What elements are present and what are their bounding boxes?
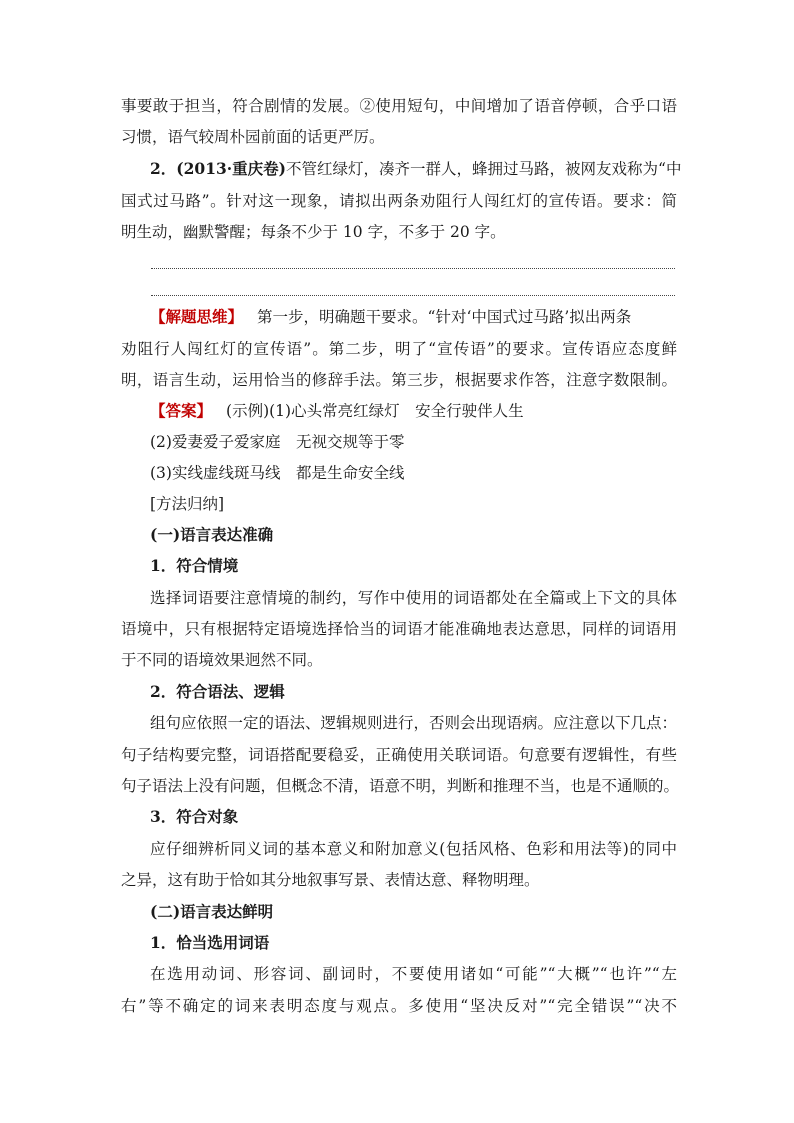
paragraph-line: 句子语法上没有问题，但概念不清，语意不明，判断和推理不当，也是不通顺的。: [121, 777, 680, 795]
question-number: 2．: [150, 159, 177, 178]
answer-tag: 【答案】: [150, 401, 213, 420]
answer-blank-line: [151, 268, 675, 269]
subsection-heading: 2．符合语法、逻辑: [150, 682, 285, 701]
question-text: 不管红绿灯，凑齐一群人，蜂拥过马路，被网友戏称为“中: [286, 160, 682, 178]
paragraph-line: 在选用动词、形容词、副词时，不要使用诸如“可能”“大概”“也许”“左: [150, 965, 677, 983]
answer-item: (3)实线虚线斑马线 都是生命安全线: [150, 464, 405, 482]
paragraph-line: 组句应依照一定的语法、逻辑规则进行，否则会出现语病。应注意以下几点：: [150, 714, 678, 732]
section-heading: (一)语言表达准确: [150, 525, 274, 544]
method-summary-heading: [方法归纳]: [150, 495, 225, 513]
paragraph-line: 劝阻行人闯红灯的宣传语”。第二步，明了“宣传语”的要求。宣传语应态度鲜: [121, 340, 677, 358]
paragraph-line: 右”等不确定的词来表明态度与观点。多使用“坚决反对”“完全错误”“决不: [121, 997, 677, 1015]
question-line: [150, 159, 682, 179]
subsection-heading: 1．符合情境: [150, 556, 239, 575]
answer-text: (示例)(1)心头常亮红绿灯 安全行驶伴人生: [226, 402, 524, 420]
paragraph-line: 语境中，只有根据特定语境选择恰当的词语才能准确地表达意思，同样的词语用: [121, 620, 677, 638]
subsection-heading: 3．符合对象: [150, 807, 239, 826]
question-source: (2013·重庆卷): [176, 159, 287, 178]
subsection-heading: 1．恰当选用词语: [150, 933, 270, 952]
answer-line: [150, 401, 677, 421]
paragraph-line: 明生动，幽默警醒；每条不少于 10 字，不多于 20 字。: [121, 223, 506, 241]
analysis-line: [150, 307, 677, 327]
paragraph-line: 习惯，语气较周朴园前面的话更严厉。: [121, 128, 385, 146]
section-heading: (二)语言表达鲜明: [150, 902, 274, 921]
paragraph-line: 句子结构要完整，词语搭配要稳妥，正确使用关联词语。句意要有逻辑性，有些: [121, 746, 677, 764]
analysis-text: 第一步，明确题干要求。“针对‘中国式过马路’拟出两条: [257, 308, 632, 326]
paragraph-line: 明，语言生动，运用恰当的修辞手法。第三步，根据要求作答，注意字数限制。: [121, 371, 677, 389]
answer-blank-line: [151, 295, 675, 296]
analysis-tag: 【解题思维】: [150, 307, 244, 326]
answer-item: (2)爱妻爱子爱家庭 无视交规等于零: [150, 433, 405, 451]
paragraph-line: 国式过马路”。针对这一现象，请拟出两条劝阻行人闯红灯的宣传语。要求：简: [121, 192, 677, 210]
paragraph-line: 于不同的语境效果迥然不同。: [121, 651, 323, 669]
paragraph-line: 事要敢于担当，符合剧情的发展。②使用短句，中间增加了语音停顿，合乎口语: [121, 97, 677, 115]
paragraph-line: 选择词语要注意情境的制约，写作中使用的词语都处在全篇或上下文的具体: [150, 589, 677, 607]
paragraph-line: 之异，这有助于恰如其分地叙事写景、表情达意、释物明理。: [121, 871, 540, 889]
paragraph-line: 应仔细辨析同义词的基本意义和附加意义(包括风格、色彩和用法等)的同中: [150, 840, 677, 858]
